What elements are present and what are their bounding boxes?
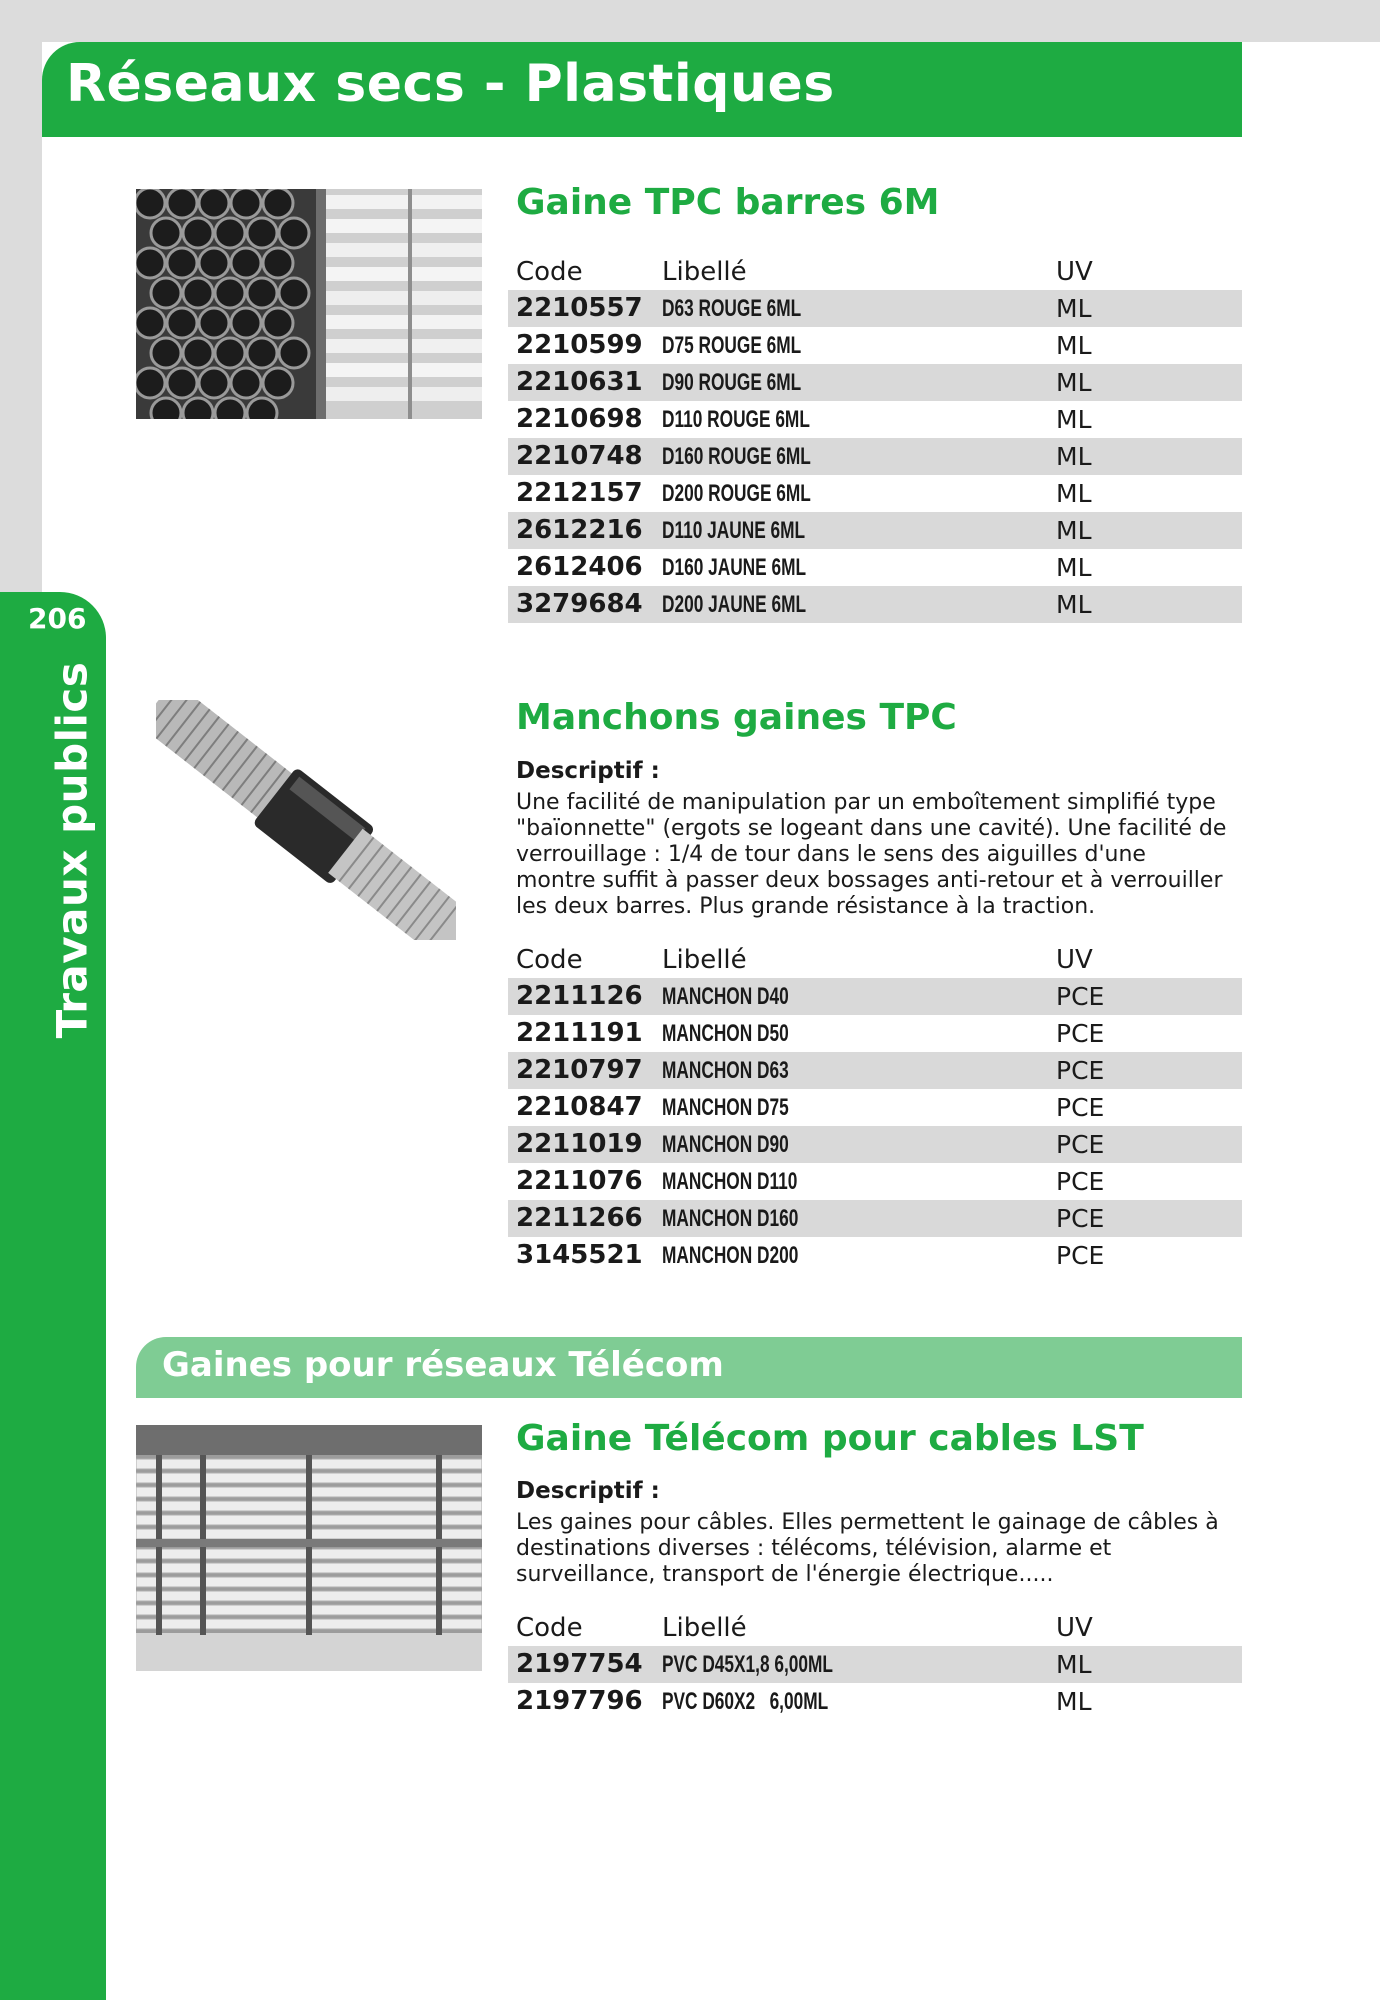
desc-line: destinations diverses : télécoms, télévision, alarme et xyxy=(516,1536,1112,1561)
cell-code: 2211076 xyxy=(516,1166,643,1196)
cell-code: 2210847 xyxy=(516,1092,643,1122)
table-row xyxy=(508,401,1242,438)
cell-libelle: D110 JAUNE 6ML xyxy=(662,517,806,544)
top-grey-band xyxy=(0,0,1380,42)
col-code: Code xyxy=(516,1613,583,1643)
table-row xyxy=(508,1089,1242,1126)
cell-code: 2211266 xyxy=(516,1203,643,1233)
cell-libelle: MANCHON D200 xyxy=(662,1242,799,1269)
table-row xyxy=(508,1163,1242,1200)
desc-label-manchons: Descriptif : xyxy=(516,758,660,784)
product-title-tpc-barres: Gaine TPC barres 6M xyxy=(516,182,940,223)
cell-libelle: MANCHON D110 xyxy=(662,1168,798,1195)
desc-line: verrouillage : 1/4 de tour dans le sens des aiguilles d'une xyxy=(516,842,1146,867)
cell-libelle: MANCHON D50 xyxy=(662,1020,789,1047)
cell-code: 2197796 xyxy=(516,1686,643,1716)
cell-uv: ML xyxy=(1056,1687,1092,1716)
col-uv: UV xyxy=(1056,1613,1093,1643)
table-telecom xyxy=(508,1610,1242,1720)
col-libelle: Libellé xyxy=(662,1613,747,1643)
cell-libelle: D200 ROUGE 6ML xyxy=(662,480,811,507)
section-band xyxy=(136,1337,1242,1398)
cell-libelle: D200 JAUNE 6ML xyxy=(662,591,807,618)
cell-code: 2211126 xyxy=(516,981,643,1011)
table-row xyxy=(508,475,1242,512)
product-title-manchons: Manchons gaines TPC xyxy=(516,697,957,738)
cell-libelle: PVC D45X1,8 6,00ML xyxy=(662,1651,833,1678)
cell-uv: ML xyxy=(1056,294,1092,323)
col-uv: UV xyxy=(1056,257,1093,287)
cell-code: 3279684 xyxy=(516,589,643,619)
cell-code: 2210748 xyxy=(516,441,643,471)
cell-uv: PCE xyxy=(1056,1130,1105,1159)
col-code: Code xyxy=(516,945,583,975)
cell-libelle: PVC D60X2 6,00ML xyxy=(662,1688,829,1715)
cell-uv: ML xyxy=(1056,553,1092,582)
cell-code: 3145521 xyxy=(516,1240,643,1270)
cell-uv: ML xyxy=(1056,516,1092,545)
photo-tpc-pipes xyxy=(136,189,482,419)
cell-code: 2612406 xyxy=(516,552,643,582)
cell-libelle: MANCHON D40 xyxy=(662,983,789,1010)
sidebar-label: Travaux publics xyxy=(47,661,97,1039)
cell-libelle: D75 ROUGE 6ML xyxy=(662,332,802,359)
cell-code: 2210599 xyxy=(516,330,643,360)
cell-uv: ML xyxy=(1056,442,1092,471)
photo-telecom-pipes xyxy=(136,1425,482,1671)
page-title: Réseaux secs - Plastiques xyxy=(66,54,835,114)
cell-uv: PCE xyxy=(1056,982,1105,1011)
cell-code: 2210557 xyxy=(516,293,643,323)
table-row xyxy=(508,1126,1242,1163)
cell-libelle: D90 ROUGE 6ML xyxy=(662,369,802,396)
cell-uv: PCE xyxy=(1056,1056,1105,1085)
desc-line: les deux barres. Plus grande résistance à la traction. xyxy=(516,894,1096,919)
desc-line: surveillance, transport de l'énergie électrique..... xyxy=(516,1562,1054,1587)
cell-uv: PCE xyxy=(1056,1241,1105,1270)
cell-uv: ML xyxy=(1056,331,1092,360)
section-title: Gaines pour réseaux Télécom xyxy=(162,1345,724,1385)
page-number: 206 xyxy=(28,602,87,635)
cell-code: 2211019 xyxy=(516,1129,643,1159)
table-row xyxy=(508,364,1242,401)
cell-uv: PCE xyxy=(1056,1167,1105,1196)
cell-code: 2210797 xyxy=(516,1055,643,1085)
left-grey-band xyxy=(0,0,42,600)
cell-libelle: MANCHON D63 xyxy=(662,1057,789,1084)
cell-uv: PCE xyxy=(1056,1019,1105,1048)
table-row xyxy=(508,978,1242,1015)
table-row xyxy=(508,1052,1242,1089)
table-tpc-barres xyxy=(508,254,1242,623)
cell-code: 2197754 xyxy=(516,1649,643,1679)
cell-libelle: D63 ROUGE 6ML xyxy=(662,295,802,322)
table-header xyxy=(508,254,1242,290)
col-libelle: Libellé xyxy=(662,945,747,975)
col-uv: UV xyxy=(1056,945,1093,975)
photo-manchon xyxy=(156,700,456,940)
desc-line: "baïonnette" (ergots se logeant dans une cavité). Une facilité de xyxy=(516,816,1227,841)
header-bar xyxy=(42,42,1242,137)
cell-libelle: MANCHON D75 xyxy=(662,1094,789,1121)
cell-uv: ML xyxy=(1056,1650,1092,1679)
cell-uv: ML xyxy=(1056,479,1092,508)
table-row xyxy=(508,1200,1242,1237)
table-row xyxy=(508,1237,1242,1274)
cell-uv: ML xyxy=(1056,590,1092,619)
cell-code: 2211191 xyxy=(516,1018,643,1048)
table-row xyxy=(508,1683,1242,1720)
cell-libelle: D160 JAUNE 6ML xyxy=(662,554,807,581)
table-manchons xyxy=(508,942,1242,1274)
product-title-telecom: Gaine Télécom pour cables LST xyxy=(516,1418,1144,1459)
table-row xyxy=(508,1646,1242,1683)
desc-text-telecom xyxy=(516,1510,1236,1588)
cell-code: 2212157 xyxy=(516,478,643,508)
cell-uv: PCE xyxy=(1056,1093,1105,1122)
table-row xyxy=(508,586,1242,623)
cell-libelle: D160 ROUGE 6ML xyxy=(662,443,811,470)
desc-text-manchons xyxy=(516,790,1236,920)
col-libelle: Libellé xyxy=(662,257,747,287)
table-header xyxy=(508,942,1242,978)
cell-code: 2210698 xyxy=(516,404,643,434)
desc-line: montre suffit à passer deux bossages anti-retour et à verrouiller xyxy=(516,868,1223,893)
desc-line: Une facilité de manipulation par un emboîtement simplifié type xyxy=(516,790,1216,815)
cell-uv: PCE xyxy=(1056,1204,1105,1233)
cell-uv: ML xyxy=(1056,405,1092,434)
desc-line: Les gaines pour câbles. Elles permettent le gainage de câbles à xyxy=(516,1510,1219,1535)
col-code: Code xyxy=(516,257,583,287)
table-row xyxy=(508,1015,1242,1052)
desc-label-telecom: Descriptif : xyxy=(516,1478,660,1504)
cell-code: 2612216 xyxy=(516,515,643,545)
cell-libelle: MANCHON D160 xyxy=(662,1205,799,1232)
table-row xyxy=(508,549,1242,586)
cell-libelle: D110 ROUGE 6ML xyxy=(662,406,810,433)
cell-uv: ML xyxy=(1056,368,1092,397)
table-header xyxy=(508,1610,1242,1646)
table-row xyxy=(508,512,1242,549)
table-row xyxy=(508,290,1242,327)
cell-libelle: MANCHON D90 xyxy=(662,1131,789,1158)
table-row xyxy=(508,327,1242,364)
cell-code: 2210631 xyxy=(516,367,643,397)
table-row xyxy=(508,438,1242,475)
